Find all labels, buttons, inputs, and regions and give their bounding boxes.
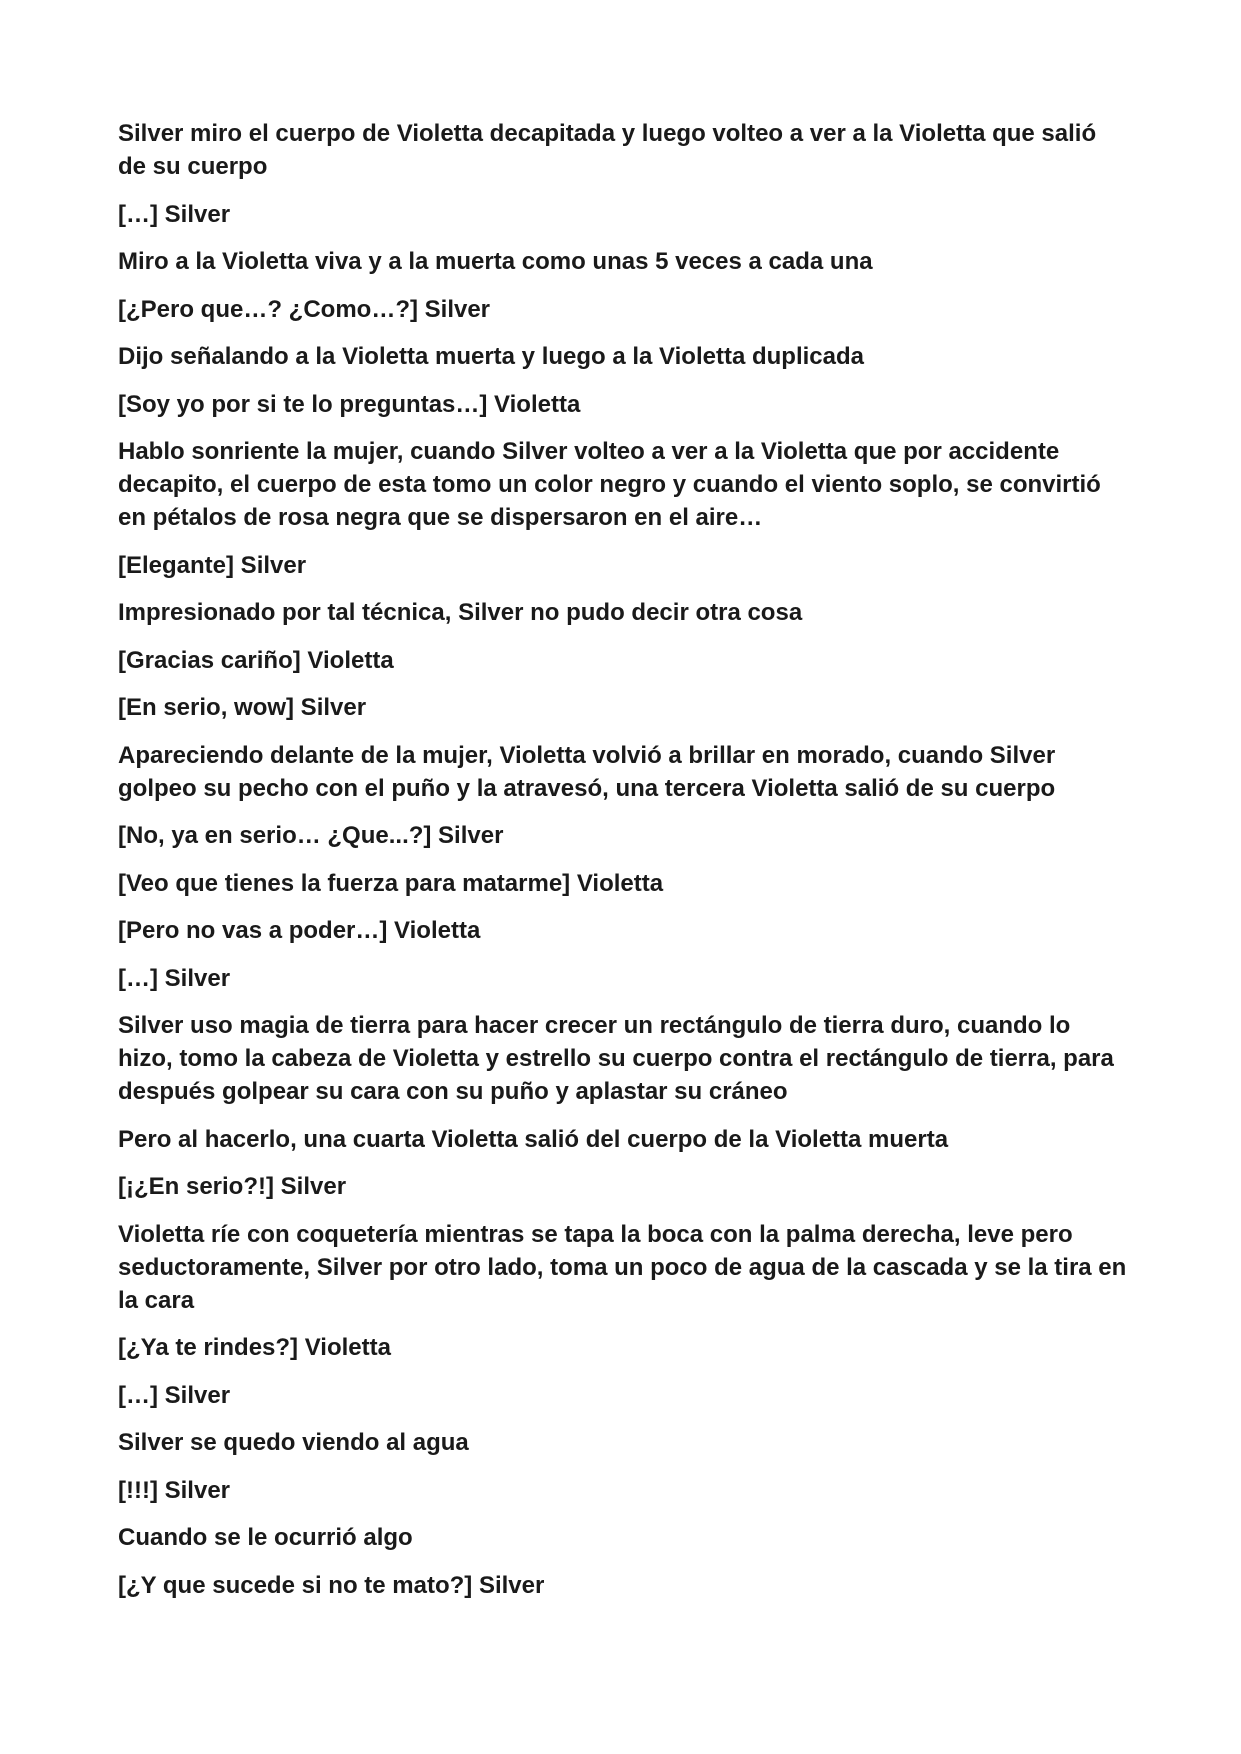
paragraph-18: Pero al hacerlo, una cuarta Violetta salió del cuerpo de la Violetta muerta bbox=[118, 1125, 949, 1153]
paragraph-19: [¡¿En serio?!] Silver bbox=[118, 1173, 347, 1200]
paragraph-14: [Veo que tienes la fuerza para matarme] Violetta bbox=[118, 869, 664, 897]
paragraph-23: Silver se quedo viendo al agua bbox=[118, 1429, 469, 1456]
paragraph-6: [Soy yo por si te lo preguntas…] Violetta bbox=[118, 390, 581, 418]
paragraph-2: […] Silver bbox=[118, 200, 231, 228]
document-page bbox=[118, 117, 1128, 1616]
paragraph-7: Hablo sonriente la mujer, cuando Silver volteo a ver a la Violetta que por accidente decapito, el cuerpo de esta tomo un color negro y cuando el viento soplo, se convirtió en pétalos de rosa negra que se dispersaron en el aire… bbox=[118, 438, 1101, 531]
paragraph-13: [No, ya en serio… ¿Que...?] Silver bbox=[118, 822, 504, 849]
paragraph-16: […] Silver bbox=[118, 964, 231, 992]
paragraph-21: [¿Ya te rindes?] Violetta bbox=[118, 1334, 391, 1361]
paragraph-8: [Elegante] Silver bbox=[118, 551, 307, 579]
paragraph-4: [¿Pero que…? ¿Como…?] Silver bbox=[118, 295, 491, 323]
paragraph-10: [Gracias cariño] Violetta bbox=[118, 646, 394, 674]
paragraph-26: [¿Y que sucede si no te mato?] Silver bbox=[118, 1571, 545, 1599]
paragraph-20: Violetta ríe con coquetería mientras se tapa la boca con la palma derecha, leve pero seductoramente, Silver por otro lado, toma un poco de agua de la cascada y se la tira en la cara bbox=[118, 1220, 1127, 1314]
paragraph-25: Cuando se le ocurrió algo bbox=[118, 1524, 413, 1551]
paragraph-9: Impresionado por tal técnica, Silver no pudo decir otra cosa bbox=[118, 599, 803, 626]
paragraph-3: Miro a la Violetta viva y a la muerta como unas 5 veces a cada una bbox=[118, 248, 873, 275]
paragraph-1: Silver miro el cuerpo de Violetta decapitada y luego volteo a ver a la Violetta que salió de su cuerpo bbox=[118, 120, 1097, 180]
paragraph-15: [Pero no vas a poder…] Violetta bbox=[118, 917, 481, 944]
paragraph-22: […] Silver bbox=[118, 1381, 231, 1409]
paragraph-11: [En serio, wow] Silver bbox=[118, 694, 367, 721]
paragraph-17: Silver uso magia de tierra para hacer crecer un rectángulo de tierra duro, cuando lo hizo, tomo la cabeza de Violetta y estrello su cuerpo contra el rectángulo de tierra, para después golpear su cara con su puño y aplastar su cráneo bbox=[118, 1012, 1114, 1105]
paragraph-12: Apareciendo delante de la mujer, Violetta volvió a brillar en morado, cuando Silver golpeo su pecho con el puño y la atravesó, una tercera Violetta salió de su cuerpo bbox=[118, 741, 1056, 802]
paragraph-24: [!!!] Silver bbox=[118, 1476, 231, 1504]
paragraph-5: Dijo señalando a la Violetta muerta y luego a la Violetta duplicada bbox=[118, 343, 864, 370]
